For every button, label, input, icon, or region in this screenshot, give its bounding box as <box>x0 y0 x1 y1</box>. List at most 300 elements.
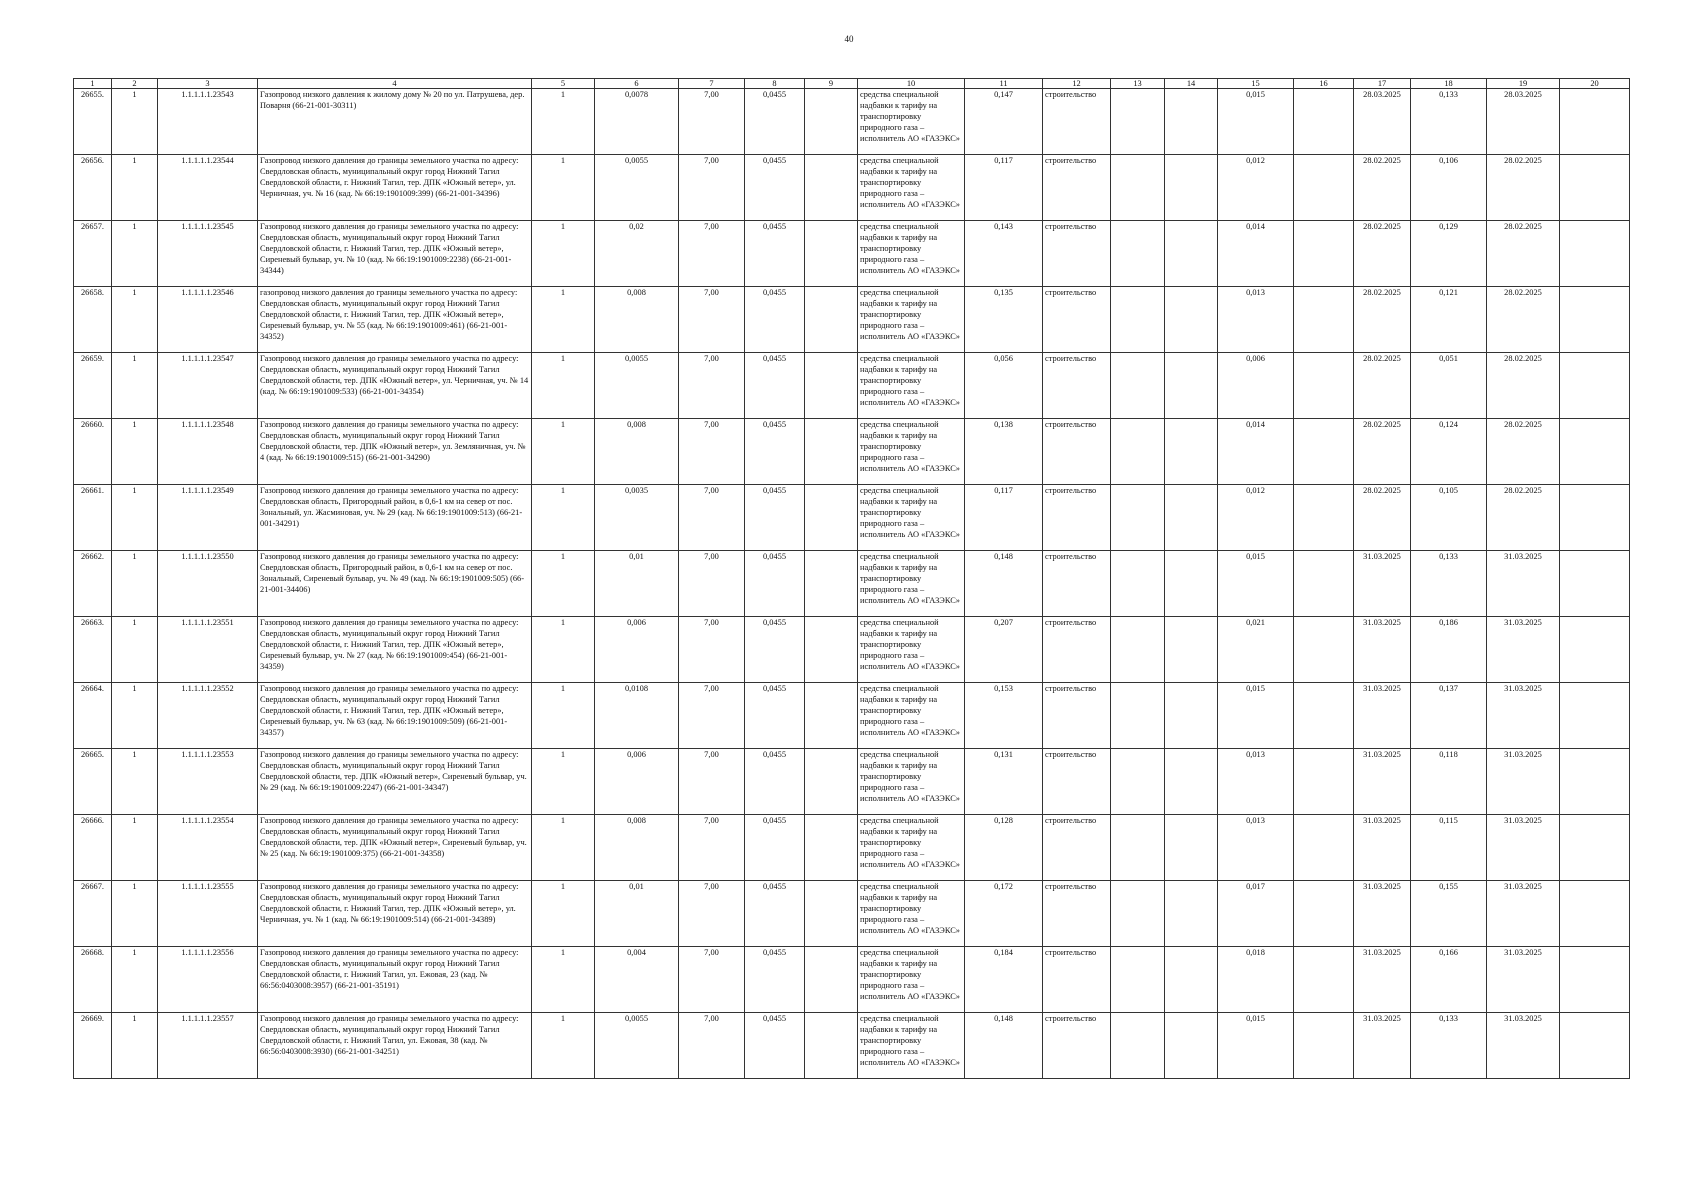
object-description-cell: Газопровод низкого давления до границы земельного участка по адресу: Свердловская область, муниципальный округ город Нижний Тагил Свердловской области, тер. ДПК «Южный ветер», ул. Черничная, уч. № 14 (кад. № 66:19:1901009:533) (66-21-001-34354) <box>258 353 532 419</box>
col-2-cell: 1 <box>112 155 158 221</box>
funding-source-cell: средства специальной надбавки к тарифу на транспортировку природного газа – исполнитель АО «ГАЗЭКС» <box>858 221 965 287</box>
col-6-cell: 0,01 <box>595 551 679 617</box>
col-2-cell: 1 <box>112 683 158 749</box>
row-number-cell: 26669. <box>74 1013 112 1079</box>
col-9-cell <box>805 485 858 551</box>
col-18-cell: 0,105 <box>1411 485 1487 551</box>
col-20-cell <box>1560 353 1630 419</box>
end-date-cell: 31.03.2025 <box>1487 815 1560 881</box>
col-16-cell <box>1294 1013 1354 1079</box>
funding-source-cell: средства специальной надбавки к тарифу на транспортировку природного газа – исполнитель АО «ГАЗЭКС» <box>858 353 965 419</box>
col-16-cell <box>1294 221 1354 287</box>
funding-source-cell: средства специальной надбавки к тарифу на транспортировку природного газа – исполнитель АО «ГАЗЭКС» <box>858 1013 965 1079</box>
col-5-cell: 1 <box>532 155 595 221</box>
object-description-cell: Газопровод низкого давления до границы земельного участка по адресу: Свердловская область, муниципальный округ город Нижний Тагил Свердловской области, г. Нижний Тагил, ул. Ежовая, 38 (кад. № 66:56:0403008:3930) (66-21-001-34251) <box>258 1013 532 1079</box>
col-16-cell <box>1294 881 1354 947</box>
col-16-cell <box>1294 617 1354 683</box>
col-13-cell <box>1111 749 1165 815</box>
col-16-cell <box>1294 155 1354 221</box>
funding-source-cell: средства специальной надбавки к тарифу на транспортировку природного газа – исполнитель АО «ГАЗЭКС» <box>858 287 965 353</box>
column-header-9: 9 <box>805 79 858 89</box>
object-code-cell: 1.1.1.1.1.23553 <box>158 749 258 815</box>
funding-source-cell: средства специальной надбавки к тарифу на транспортировку природного газа – исполнитель АО «ГАЗЭКС» <box>858 617 965 683</box>
col-6-cell: 0,0078 <box>595 89 679 155</box>
col-14-cell <box>1165 551 1218 617</box>
col-9-cell <box>805 287 858 353</box>
col-18-cell: 0,129 <box>1411 221 1487 287</box>
col-13-cell <box>1111 155 1165 221</box>
col-8-cell: 0,0455 <box>745 881 805 947</box>
table-body <box>74 89 1630 1079</box>
object-description-cell: Газопровод низкого давления до границы земельного участка по адресу: Свердловская область, Пригородный район, в 0,6-1 км на север от пос. Зональный, Сиреневый бульвар, уч. № 49 (кад. № 66:19:1901009:505) (66-21-001-34406) <box>258 551 532 617</box>
col-8-cell: 0,0455 <box>745 749 805 815</box>
col-15-cell: 0,015 <box>1218 551 1294 617</box>
object-description-cell: Газопровод низкого давления к жилому дому № 20 по ул. Патрушева, дер. Поварня (66-21-001-30311) <box>258 89 532 155</box>
col-9-cell <box>805 155 858 221</box>
col-13-cell <box>1111 551 1165 617</box>
end-date-cell: 28.02.2025 <box>1487 155 1560 221</box>
table-row <box>74 815 1630 881</box>
object-code-cell: 1.1.1.1.1.23556 <box>158 947 258 1013</box>
col-15-cell: 0,013 <box>1218 749 1294 815</box>
funding-source-cell: средства специальной надбавки к тарифу на транспортировку природного газа – исполнитель АО «ГАЗЭКС» <box>858 551 965 617</box>
col-11-cell: 0,131 <box>965 749 1043 815</box>
col-11-cell: 0,148 <box>965 1013 1043 1079</box>
col-18-cell: 0,051 <box>1411 353 1487 419</box>
end-date-cell: 31.03.2025 <box>1487 1013 1560 1079</box>
col-14-cell <box>1165 419 1218 485</box>
col-14-cell <box>1165 815 1218 881</box>
table-row <box>74 155 1630 221</box>
column-header-2: 2 <box>112 79 158 89</box>
column-header-5: 5 <box>532 79 595 89</box>
col-6-cell: 0,0035 <box>595 485 679 551</box>
col-2-cell: 1 <box>112 947 158 1013</box>
col-6-cell: 0,01 <box>595 881 679 947</box>
column-header-3: 3 <box>158 79 258 89</box>
col-6-cell: 0,006 <box>595 749 679 815</box>
col-9-cell <box>805 683 858 749</box>
col-6-cell: 0,008 <box>595 419 679 485</box>
col-7-cell: 7,00 <box>679 617 745 683</box>
col-18-cell: 0,166 <box>1411 947 1487 1013</box>
object-description-cell: Газопровод низкого давления до границы земельного участка по адресу: Свердловская область, муниципальный округ город Нижний Тагил Свердловской области, г. Нижний Тагил, тер. ДПК «Южный ветер», Сиреневый бульвар, уч. № 27 (кад. № 66:19:1901009:454) (66-21-001-34359) <box>258 617 532 683</box>
col-8-cell: 0,0455 <box>745 617 805 683</box>
col-15-cell: 0,014 <box>1218 419 1294 485</box>
registry-table <box>73 78 1630 1079</box>
column-header-11: 11 <box>965 79 1043 89</box>
work-type-cell: строительство <box>1043 485 1111 551</box>
col-5-cell: 1 <box>532 221 595 287</box>
col-7-cell: 7,00 <box>679 287 745 353</box>
col-11-cell: 0,135 <box>965 287 1043 353</box>
row-number-cell: 26663. <box>74 617 112 683</box>
col-16-cell <box>1294 485 1354 551</box>
col-9-cell <box>805 749 858 815</box>
work-type-cell: строительство <box>1043 551 1111 617</box>
column-header-12: 12 <box>1043 79 1111 89</box>
row-number-cell: 26658. <box>74 287 112 353</box>
col-18-cell: 0,121 <box>1411 287 1487 353</box>
table-row <box>74 1013 1630 1079</box>
col-20-cell <box>1560 617 1630 683</box>
col-5-cell: 1 <box>532 419 595 485</box>
col-18-cell: 0,124 <box>1411 419 1487 485</box>
col-11-cell: 0,128 <box>965 815 1043 881</box>
object-code-cell: 1.1.1.1.1.23545 <box>158 221 258 287</box>
col-15-cell: 0,012 <box>1218 155 1294 221</box>
col-13-cell <box>1111 815 1165 881</box>
funding-source-cell: средства специальной надбавки к тарифу на транспортировку природного газа – исполнитель АО «ГАЗЭКС» <box>858 749 965 815</box>
col-15-cell: 0,013 <box>1218 815 1294 881</box>
start-date-cell: 31.03.2025 <box>1354 749 1411 815</box>
col-9-cell <box>805 353 858 419</box>
col-18-cell: 0,133 <box>1411 89 1487 155</box>
start-date-cell: 31.03.2025 <box>1354 947 1411 1013</box>
col-5-cell: 1 <box>532 947 595 1013</box>
col-20-cell <box>1560 155 1630 221</box>
col-5-cell: 1 <box>532 881 595 947</box>
object-description-cell: Газопровод низкого давления до границы земельного участка по адресу: Свердловская область, муниципальный округ город Нижний Тагил Свердловской области, г. Нижний Тагил, тер. ДПК «Южный ветер», ул. Черничная, уч. № 1 (кад. № 66:19:1901009:514) (66-21-001-34389) <box>258 881 532 947</box>
col-15-cell: 0,015 <box>1218 89 1294 155</box>
object-code-cell: 1.1.1.1.1.23546 <box>158 287 258 353</box>
col-2-cell: 1 <box>112 353 158 419</box>
col-15-cell: 0,006 <box>1218 353 1294 419</box>
col-16-cell <box>1294 749 1354 815</box>
start-date-cell: 31.03.2025 <box>1354 551 1411 617</box>
col-14-cell <box>1165 485 1218 551</box>
table-row <box>74 287 1630 353</box>
end-date-cell: 31.03.2025 <box>1487 947 1560 1013</box>
col-20-cell <box>1560 287 1630 353</box>
col-13-cell <box>1111 947 1165 1013</box>
col-13-cell <box>1111 287 1165 353</box>
col-20-cell <box>1560 683 1630 749</box>
col-13-cell <box>1111 881 1165 947</box>
col-7-cell: 7,00 <box>679 815 745 881</box>
col-9-cell <box>805 881 858 947</box>
col-6-cell: 0,006 <box>595 617 679 683</box>
work-type-cell: строительство <box>1043 89 1111 155</box>
start-date-cell: 28.02.2025 <box>1354 353 1411 419</box>
column-header-6: 6 <box>595 79 679 89</box>
column-header-4: 4 <box>258 79 532 89</box>
col-15-cell: 0,014 <box>1218 221 1294 287</box>
col-20-cell <box>1560 947 1630 1013</box>
col-5-cell: 1 <box>532 353 595 419</box>
object-code-cell: 1.1.1.1.1.23548 <box>158 419 258 485</box>
end-date-cell: 31.03.2025 <box>1487 617 1560 683</box>
end-date-cell: 28.02.2025 <box>1487 287 1560 353</box>
col-16-cell <box>1294 89 1354 155</box>
table-row <box>74 749 1630 815</box>
column-header-15: 15 <box>1218 79 1294 89</box>
col-13-cell <box>1111 617 1165 683</box>
end-date-cell: 28.02.2025 <box>1487 485 1560 551</box>
funding-source-cell: средства специальной надбавки к тарифу на транспортировку природного газа – исполнитель АО «ГАЗЭКС» <box>858 155 965 221</box>
work-type-cell: строительство <box>1043 683 1111 749</box>
col-7-cell: 7,00 <box>679 749 745 815</box>
object-description-cell: Газопровод низкого давления до границы земельного участка по адресу: Свердловская область, муниципальный округ город Нижний Тагил Свердловской области, г. Нижний Тагил, тер. ДПК «Южный ветер», ул. Черничная, уч. № 16 (кад. № 66:19:1901009:399) (66-21-001-34396) <box>258 155 532 221</box>
col-16-cell <box>1294 815 1354 881</box>
table-row <box>74 551 1630 617</box>
column-header-7: 7 <box>679 79 745 89</box>
col-20-cell <box>1560 551 1630 617</box>
col-14-cell <box>1165 617 1218 683</box>
col-2-cell: 1 <box>112 419 158 485</box>
work-type-cell: строительство <box>1043 947 1111 1013</box>
col-11-cell: 0,138 <box>965 419 1043 485</box>
page-number: 40 <box>844 34 854 44</box>
col-14-cell <box>1165 947 1218 1013</box>
col-11-cell: 0,117 <box>965 155 1043 221</box>
col-20-cell <box>1560 221 1630 287</box>
column-header-8: 8 <box>745 79 805 89</box>
start-date-cell: 31.03.2025 <box>1354 683 1411 749</box>
row-number-cell: 26660. <box>74 419 112 485</box>
col-8-cell: 0,0455 <box>745 1013 805 1079</box>
col-14-cell <box>1165 353 1218 419</box>
object-code-cell: 1.1.1.1.1.23551 <box>158 617 258 683</box>
row-number-cell: 26664. <box>74 683 112 749</box>
column-header-14: 14 <box>1165 79 1218 89</box>
col-5-cell: 1 <box>532 749 595 815</box>
col-9-cell <box>805 815 858 881</box>
start-date-cell: 28.02.2025 <box>1354 221 1411 287</box>
start-date-cell: 28.02.2025 <box>1354 419 1411 485</box>
col-2-cell: 1 <box>112 89 158 155</box>
object-description-cell: Газопровод низкого давления до границы земельного участка по адресу: Свердловская область, муниципальный округ город Нижний Тагил Свердловской области, г. Нижний Тагил, тер. ДПК «Южный ветер», Сиреневый бульвар, уч. № 63 (кад. № 66:19:1901009:509) (66-21-001-34357) <box>258 683 532 749</box>
funding-source-cell: средства специальной надбавки к тарифу на транспортировку природного газа – исполнитель АО «ГАЗЭКС» <box>858 815 965 881</box>
work-type-cell: строительство <box>1043 221 1111 287</box>
col-2-cell: 1 <box>112 485 158 551</box>
col-6-cell: 0,008 <box>595 287 679 353</box>
table-row <box>74 221 1630 287</box>
object-code-cell: 1.1.1.1.1.23543 <box>158 89 258 155</box>
col-13-cell <box>1111 419 1165 485</box>
row-number-cell: 26665. <box>74 749 112 815</box>
funding-source-cell: средства специальной надбавки к тарифу на транспортировку природного газа – исполнитель АО «ГАЗЭКС» <box>858 881 965 947</box>
col-7-cell: 7,00 <box>679 947 745 1013</box>
object-code-cell: 1.1.1.1.1.23547 <box>158 353 258 419</box>
col-5-cell: 1 <box>532 485 595 551</box>
col-20-cell <box>1560 485 1630 551</box>
col-14-cell <box>1165 89 1218 155</box>
col-9-cell <box>805 89 858 155</box>
object-description-cell: Газопровод низкого давления до границы земельного участка по адресу: Свердловская область, муниципальный округ город Нижний Тагил Свердловской области, тер. ДПК «Южный ветер», Сиреневый бульвар, уч. № 25 (кад. № 66:19:1901009:375) (66-21-001-34358) <box>258 815 532 881</box>
col-7-cell: 7,00 <box>679 89 745 155</box>
col-2-cell: 1 <box>112 815 158 881</box>
col-5-cell: 1 <box>532 683 595 749</box>
end-date-cell: 31.03.2025 <box>1487 749 1560 815</box>
col-7-cell: 7,00 <box>679 881 745 947</box>
col-15-cell: 0,021 <box>1218 617 1294 683</box>
col-20-cell <box>1560 1013 1630 1079</box>
col-6-cell: 0,02 <box>595 221 679 287</box>
col-14-cell <box>1165 287 1218 353</box>
funding-source-cell: средства специальной надбавки к тарифу на транспортировку природного газа – исполнитель АО «ГАЗЭКС» <box>858 947 965 1013</box>
start-date-cell: 31.03.2025 <box>1354 617 1411 683</box>
table-row <box>74 419 1630 485</box>
object-code-cell: 1.1.1.1.1.23552 <box>158 683 258 749</box>
col-18-cell: 0,186 <box>1411 617 1487 683</box>
work-type-cell: строительство <box>1043 617 1111 683</box>
col-7-cell: 7,00 <box>679 551 745 617</box>
col-13-cell <box>1111 485 1165 551</box>
start-date-cell: 31.03.2025 <box>1354 1013 1411 1079</box>
row-number-cell: 26668. <box>74 947 112 1013</box>
object-description-cell: Газопровод низкого давления до границы земельного участка по адресу: Свердловская область, муниципальный округ город Нижний Тагил Свердловской области, г. Нижний Тагил, тер. ДПК «Южный ветер», Сиреневый бульвар, уч. № 10 (кад. № 66:19:1901009:2238) (66-21-001-34344) <box>258 221 532 287</box>
start-date-cell: 28.02.2025 <box>1354 287 1411 353</box>
row-number-cell: 26662. <box>74 551 112 617</box>
col-8-cell: 0,0455 <box>745 155 805 221</box>
table-row <box>74 353 1630 419</box>
column-header-20: 20 <box>1560 79 1630 89</box>
col-7-cell: 7,00 <box>679 419 745 485</box>
col-2-cell: 1 <box>112 287 158 353</box>
col-20-cell <box>1560 815 1630 881</box>
col-2-cell: 1 <box>112 551 158 617</box>
col-11-cell: 0,056 <box>965 353 1043 419</box>
col-11-cell: 0,184 <box>965 947 1043 1013</box>
col-15-cell: 0,018 <box>1218 947 1294 1013</box>
column-header-13: 13 <box>1111 79 1165 89</box>
object-description-cell: Газопровод низкого давления до границы земельного участка по адресу: Свердловская область, Пригородный район, в 0,6-1 км на север от пос. Зональный, ул. Жасминовая, уч. № 29 (кад. № 66:19:1901009:513) (66-21-001-34291) <box>258 485 532 551</box>
col-2-cell: 1 <box>112 749 158 815</box>
row-number-cell: 26656. <box>74 155 112 221</box>
object-code-cell: 1.1.1.1.1.23544 <box>158 155 258 221</box>
col-9-cell <box>805 617 858 683</box>
table-row <box>74 485 1630 551</box>
end-date-cell: 28.02.2025 <box>1487 221 1560 287</box>
col-11-cell: 0,117 <box>965 485 1043 551</box>
work-type-cell: строительство <box>1043 419 1111 485</box>
col-9-cell <box>805 221 858 287</box>
col-6-cell: 0,004 <box>595 947 679 1013</box>
row-number-cell: 26661. <box>74 485 112 551</box>
table-row <box>74 881 1630 947</box>
end-date-cell: 31.03.2025 <box>1487 683 1560 749</box>
row-number-cell: 26655. <box>74 89 112 155</box>
col-8-cell: 0,0455 <box>745 551 805 617</box>
col-13-cell <box>1111 221 1165 287</box>
col-20-cell <box>1560 749 1630 815</box>
work-type-cell: строительство <box>1043 287 1111 353</box>
col-15-cell: 0,015 <box>1218 1013 1294 1079</box>
col-6-cell: 0,0055 <box>595 353 679 419</box>
col-8-cell: 0,0455 <box>745 419 805 485</box>
work-type-cell: строительство <box>1043 749 1111 815</box>
end-date-cell: 28.03.2025 <box>1487 89 1560 155</box>
col-18-cell: 0,137 <box>1411 683 1487 749</box>
col-9-cell <box>805 947 858 1013</box>
end-date-cell: 31.03.2025 <box>1487 881 1560 947</box>
object-code-cell: 1.1.1.1.1.23555 <box>158 881 258 947</box>
col-8-cell: 0,0455 <box>745 485 805 551</box>
col-20-cell <box>1560 881 1630 947</box>
end-date-cell: 31.03.2025 <box>1487 551 1560 617</box>
col-11-cell: 0,207 <box>965 617 1043 683</box>
col-13-cell <box>1111 353 1165 419</box>
object-description-cell: газопровод низкого давления до границы земельного участка по адресу: Свердловская область, муниципальный округ город Нижний Тагил Свердловской области, г. Нижний Тагил, тер. ДПК «Южный ветер», Сиреневый бульвар, уч. № 55 (кад. № 66:19:1901009:461) (66-21-001-34352) <box>258 287 532 353</box>
column-header-19: 19 <box>1487 79 1560 89</box>
col-5-cell: 1 <box>532 617 595 683</box>
col-2-cell: 1 <box>112 881 158 947</box>
col-20-cell <box>1560 89 1630 155</box>
col-15-cell: 0,017 <box>1218 881 1294 947</box>
col-6-cell: 0,008 <box>595 815 679 881</box>
column-number-row <box>74 79 1630 89</box>
object-description-cell: Газопровод низкого давления до границы земельного участка по адресу: Свердловская область, муниципальный округ город Нижний Тагил Свердловской области, г. Нижний Тагил, ул. Ежовая, 23 (кад. № 66:56:0403008:3957) (66-21-001-35191) <box>258 947 532 1013</box>
col-13-cell <box>1111 683 1165 749</box>
object-code-cell: 1.1.1.1.1.23549 <box>158 485 258 551</box>
col-18-cell: 0,133 <box>1411 1013 1487 1079</box>
work-type-cell: строительство <box>1043 815 1111 881</box>
col-6-cell: 0,0055 <box>595 155 679 221</box>
col-2-cell: 1 <box>112 617 158 683</box>
start-date-cell: 28.02.2025 <box>1354 485 1411 551</box>
col-5-cell: 1 <box>532 287 595 353</box>
col-14-cell <box>1165 881 1218 947</box>
col-7-cell: 7,00 <box>679 155 745 221</box>
col-16-cell <box>1294 353 1354 419</box>
col-14-cell <box>1165 1013 1218 1079</box>
col-7-cell: 7,00 <box>679 353 745 419</box>
funding-source-cell: средства специальной надбавки к тарифу на транспортировку природного газа – исполнитель АО «ГАЗЭКС» <box>858 419 965 485</box>
col-13-cell <box>1111 89 1165 155</box>
col-2-cell: 1 <box>112 221 158 287</box>
object-description-cell: Газопровод низкого давления до границы земельного участка по адресу: Свердловская область, муниципальный округ город Нижний Тагил Свердловской области, тер. ДПК «Южный ветер», ул. Земляничная, уч. № 4 (кад. № 66:19:1901009:515) (66-21-001-34290) <box>258 419 532 485</box>
start-date-cell: 28.03.2025 <box>1354 89 1411 155</box>
col-18-cell: 0,133 <box>1411 551 1487 617</box>
col-9-cell <box>805 419 858 485</box>
col-11-cell: 0,153 <box>965 683 1043 749</box>
col-11-cell: 0,147 <box>965 89 1043 155</box>
start-date-cell: 31.03.2025 <box>1354 815 1411 881</box>
work-type-cell: строительство <box>1043 1013 1111 1079</box>
object-code-cell: 1.1.1.1.1.23557 <box>158 1013 258 1079</box>
table-row <box>74 617 1630 683</box>
col-11-cell: 0,143 <box>965 221 1043 287</box>
table-row <box>74 683 1630 749</box>
col-20-cell <box>1560 419 1630 485</box>
col-8-cell: 0,0455 <box>745 221 805 287</box>
funding-source-cell: средства специальной надбавки к тарифу на транспортировку природного газа – исполнитель АО «ГАЗЭКС» <box>858 485 965 551</box>
column-header-18: 18 <box>1411 79 1487 89</box>
col-8-cell: 0,0455 <box>745 815 805 881</box>
start-date-cell: 31.03.2025 <box>1354 881 1411 947</box>
column-header-17: 17 <box>1354 79 1411 89</box>
col-5-cell: 1 <box>532 815 595 881</box>
work-type-cell: строительство <box>1043 155 1111 221</box>
col-11-cell: 0,172 <box>965 881 1043 947</box>
col-5-cell: 1 <box>532 551 595 617</box>
col-2-cell: 1 <box>112 1013 158 1079</box>
col-18-cell: 0,106 <box>1411 155 1487 221</box>
column-header-10: 10 <box>858 79 965 89</box>
col-16-cell <box>1294 419 1354 485</box>
col-15-cell: 0,013 <box>1218 287 1294 353</box>
row-number-cell: 26657. <box>74 221 112 287</box>
col-7-cell: 7,00 <box>679 221 745 287</box>
col-16-cell <box>1294 947 1354 1013</box>
table-row <box>74 89 1630 155</box>
col-16-cell <box>1294 551 1354 617</box>
start-date-cell: 28.02.2025 <box>1354 155 1411 221</box>
col-18-cell: 0,155 <box>1411 881 1487 947</box>
col-8-cell: 0,0455 <box>745 287 805 353</box>
col-14-cell <box>1165 155 1218 221</box>
